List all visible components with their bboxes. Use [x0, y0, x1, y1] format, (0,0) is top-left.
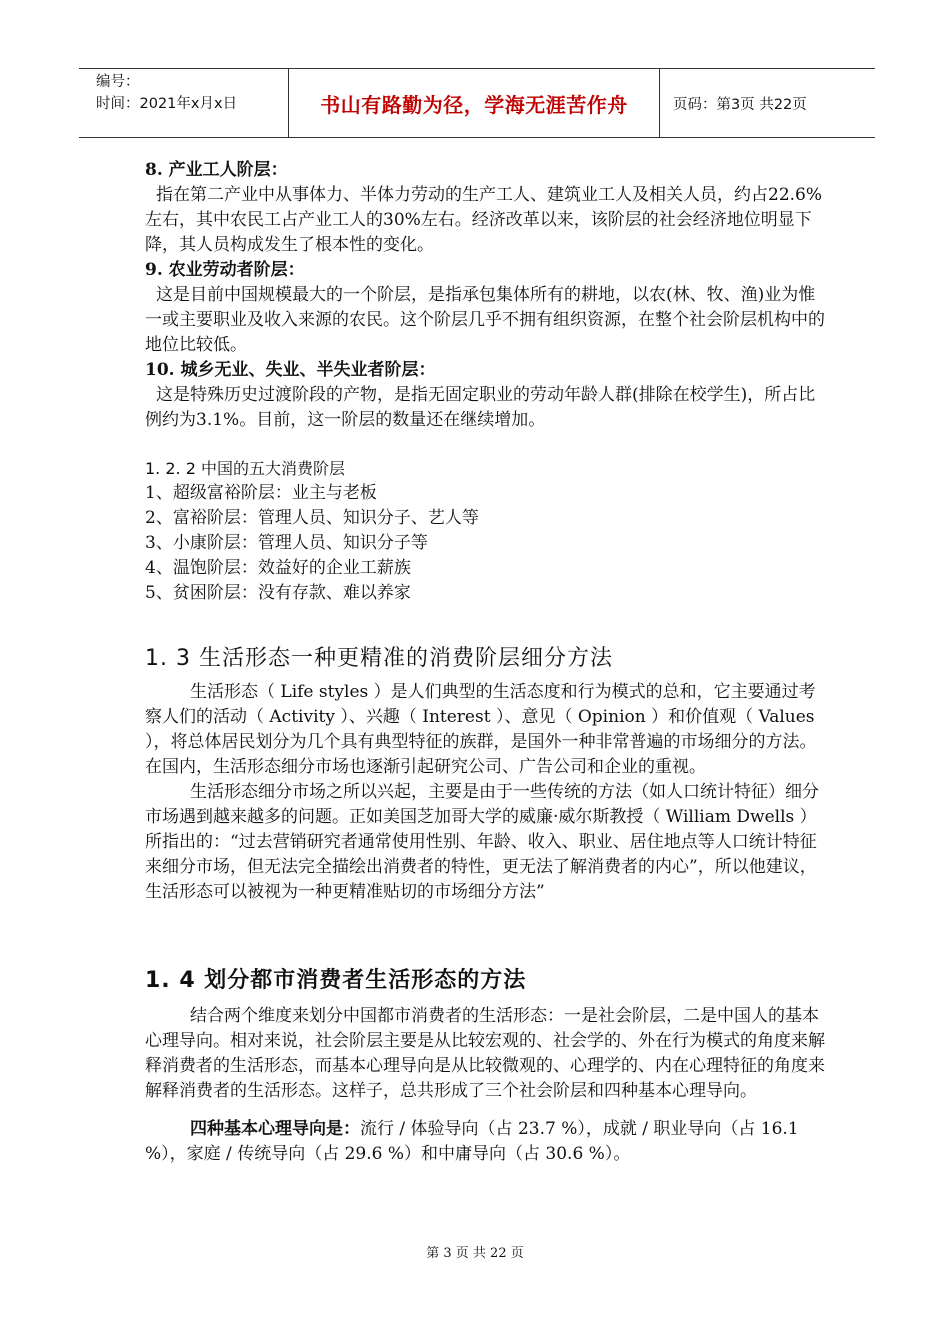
section-8-title: 8. 产业工人阶层：: [145, 160, 288, 180]
document-number-label: 编号：: [96, 74, 140, 90]
section-10-body: 这是特殊历史过渡阶段的产物，是指无固定职业的劳动年龄人群(排除在校学生)，所占比例约为3.1%。目前，这一阶层的数量还在继续增加。: [145, 385, 816, 430]
page-footer: 第 3 页 共 22 页: [426, 1246, 524, 1261]
list-item: 4、温饱阶层：效益好的企业工薪族: [145, 558, 411, 578]
section-1-4-heading: 1. 4 划分都市消费者生活形态的方法: [145, 968, 527, 993]
document-time-label: 时间：2021年x月x日: [96, 96, 238, 112]
section-1-3-paragraph-2: 生活形态细分市场之所以兴起，主要是由于一些传统的方法（如人口统计特征）细分市场遇到越来越多的问题。正如美国芝加哥大学的威廉·威尔斯教授（ William Dwells ）所指出的：“过去营销研究者通常使用性别、年龄、收入、职业、居住地点等人口统计特征来细分市场，但无法完全描绘出消费者的特性，更无法了解消费者的内心”，所以他建议，生活形态可以被视为一种更精准贴切的市场细分方法”: [145, 782, 819, 902]
list-item: 2、富裕阶层：管理人员、知识分子、艺人等: [145, 508, 479, 528]
section-8: [145, 158, 825, 258]
section-1-3-paragraph-1: 生活形态（ Life styles ）是人们典型的生活态度和行为模式的总和，它主要通过考察人们的活动（ Activity ）、兴趣（ Interest ）、意见（ Opinion ）和价值观（ Values ），将总体居民划分为几个具有典型特征的族群，是国外一种非常普遍的市场细分的方法。在国内，生活形态细分市场也逐渐引起研究公司、广告公司和企业的重视。: [145, 682, 817, 777]
psych-orientation-text: 流行 / 体验导向（占 23.7 %），成就 / 职业导向（占 16.1 %），家庭 / 传统导向（占 29.6 %）和中庸导向（占 30.6 %）。: [145, 1119, 799, 1164]
header-divider: [659, 69, 660, 137]
section-10: [145, 358, 825, 433]
header-meta: [96, 71, 286, 115]
list-item: 1、超级富裕阶层：业主与老板: [145, 483, 377, 503]
list-item: 5、贫困阶层：没有存款、难以养家: [145, 583, 411, 603]
consumer-classes-title: 1. 2. 2 中国的五大消费阶层: [145, 459, 345, 478]
section-9-title: 9. 农业劳动者阶层：: [145, 260, 305, 280]
psych-orientation-lead: 四种基本心理导向是：: [190, 1119, 360, 1139]
section-10-title: 10. 城乡无业、失业、半失业者阶层：: [145, 360, 436, 380]
header-motto: 书山有路勤为径，学海无涯苦作舟: [320, 92, 628, 117]
section-8-body: 指在第二产业中从事体力、半体力劳动的生产工人、建筑业工人及相关人员，约占22.6%左右，其中农民工占产业工人的30%左右。经济改革以来，该阶层的社会经济地位明显下降，其人员构成发生了根本性的变化。: [145, 185, 823, 255]
section-1-4-paragraph-2: [145, 1117, 825, 1167]
section-9: [145, 258, 825, 358]
list-item: 3、小康阶层：管理人员、知识分子等: [145, 533, 428, 553]
header-page-label: 页码：第3页 共22页: [673, 96, 807, 113]
consumer-classes: [145, 456, 825, 606]
section-9-body: 这是目前中国规模最大的一个阶层，是指承包集体所有的耕地，以农(林、牧、渔)业为惟一或主要职业及收入来源的农民。这个阶层几乎不拥有组织资源，在整个社会阶层机构中的地位比较低。: [145, 285, 825, 355]
section-1-4: [145, 966, 825, 1167]
page-header: [79, 68, 875, 138]
section-1-3-heading: 1. 3 生活形态一种更精准的消费阶层细分方法: [145, 646, 613, 671]
section-1-4-paragraph-1: 结合两个维度来划分中国都市消费者的生活形态：一是社会阶层，二是中国人的基本心理导向。相对来说，社会阶层主要是从比较宏观的、社会学的、外在行为模式的角度来解释消费者的生活形态，而基本心理导向是从比较微观的、心理学的、内在心理特征的角度来解释消费者的生活形态。这样子，总共形成了三个社会阶层和四种基本心理导向。: [145, 1006, 825, 1101]
section-1-3: [145, 644, 825, 905]
